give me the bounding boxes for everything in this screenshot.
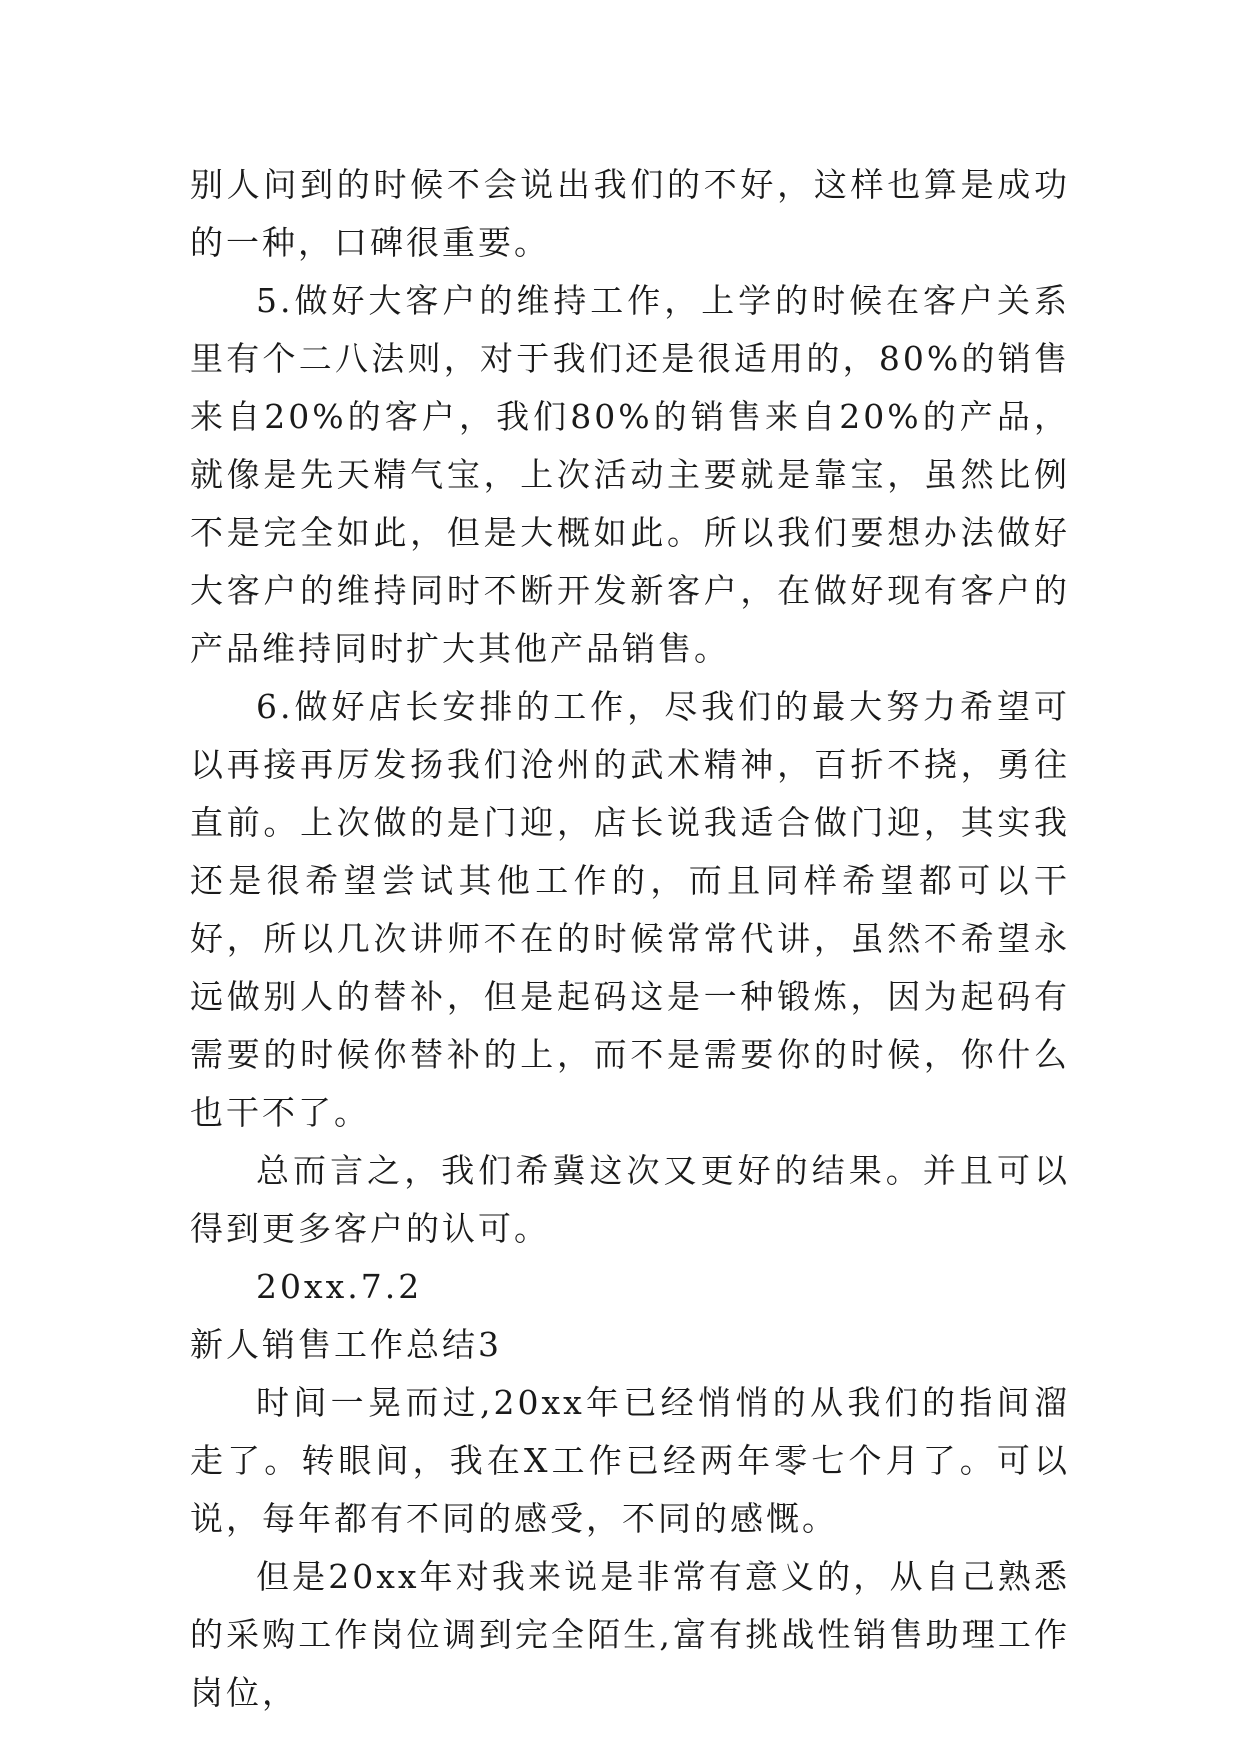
paragraph-body: 但是20xx年对我来说是非常有意义的，从自己熟悉的采购工作岗位调到完全陌生,富有挑战性销售助理工作岗位， <box>190 1557 1070 1712</box>
document-body <box>190 156 1070 1722</box>
paragraph-item-5: 5.做好大客户的维持工作，上学的时候在客户关系里有个二八法则，对于我们还是很适用的，80%的销售来自20%的客户，我们80%的销售来自20%的产品，就像是先天精气宝，上次活动主要就是靠宝，虽然比例不是完全如此，但是大概如此。所以我们要想办法做好大客户的维持同时不断开发新客户，在做好现有客户的产品维持同时扩大其他产品销售。 <box>190 281 1070 668</box>
paragraph-conclusion: 总而言之，我们希冀这次又更好的结果。并且可以得到更多客户的认可。 <box>190 1151 1070 1248</box>
document-date: 20xx.7.2 <box>256 1267 423 1306</box>
paragraph-continuation: 别人问到的时候不会说出我们的不好，这样也算是成功的一种，口碑很重要。 <box>190 165 1070 262</box>
paragraph-intro: 时间一晃而过,20xx年已经悄悄的从我们的指间溜走了。转眼间，我在X工作已经两年零七个月了。可以说，每年都有不同的感受，不同的感慨。 <box>190 1383 1070 1538</box>
section-heading: 新人销售工作总结3 <box>190 1325 502 1364</box>
paragraph-item-6: 6.做好店长安排的工作，尽我们的最大努力希望可以再接再厉发扬我们沧州的武术精神，百折不挠，勇往直前。上次做的是门迎，店长说我适合做门迎，其实我还是很希望尝试其他工作的，而且同样希望都可以干好，所以几次讲师不在的时候常常代讲，虽然不希望永远做别人的替补，但是起码这是一种锻炼，因为起码有需要的时候你替补的上，而不是需要你的时候，你什么也干不了。 <box>190 687 1070 1132</box>
